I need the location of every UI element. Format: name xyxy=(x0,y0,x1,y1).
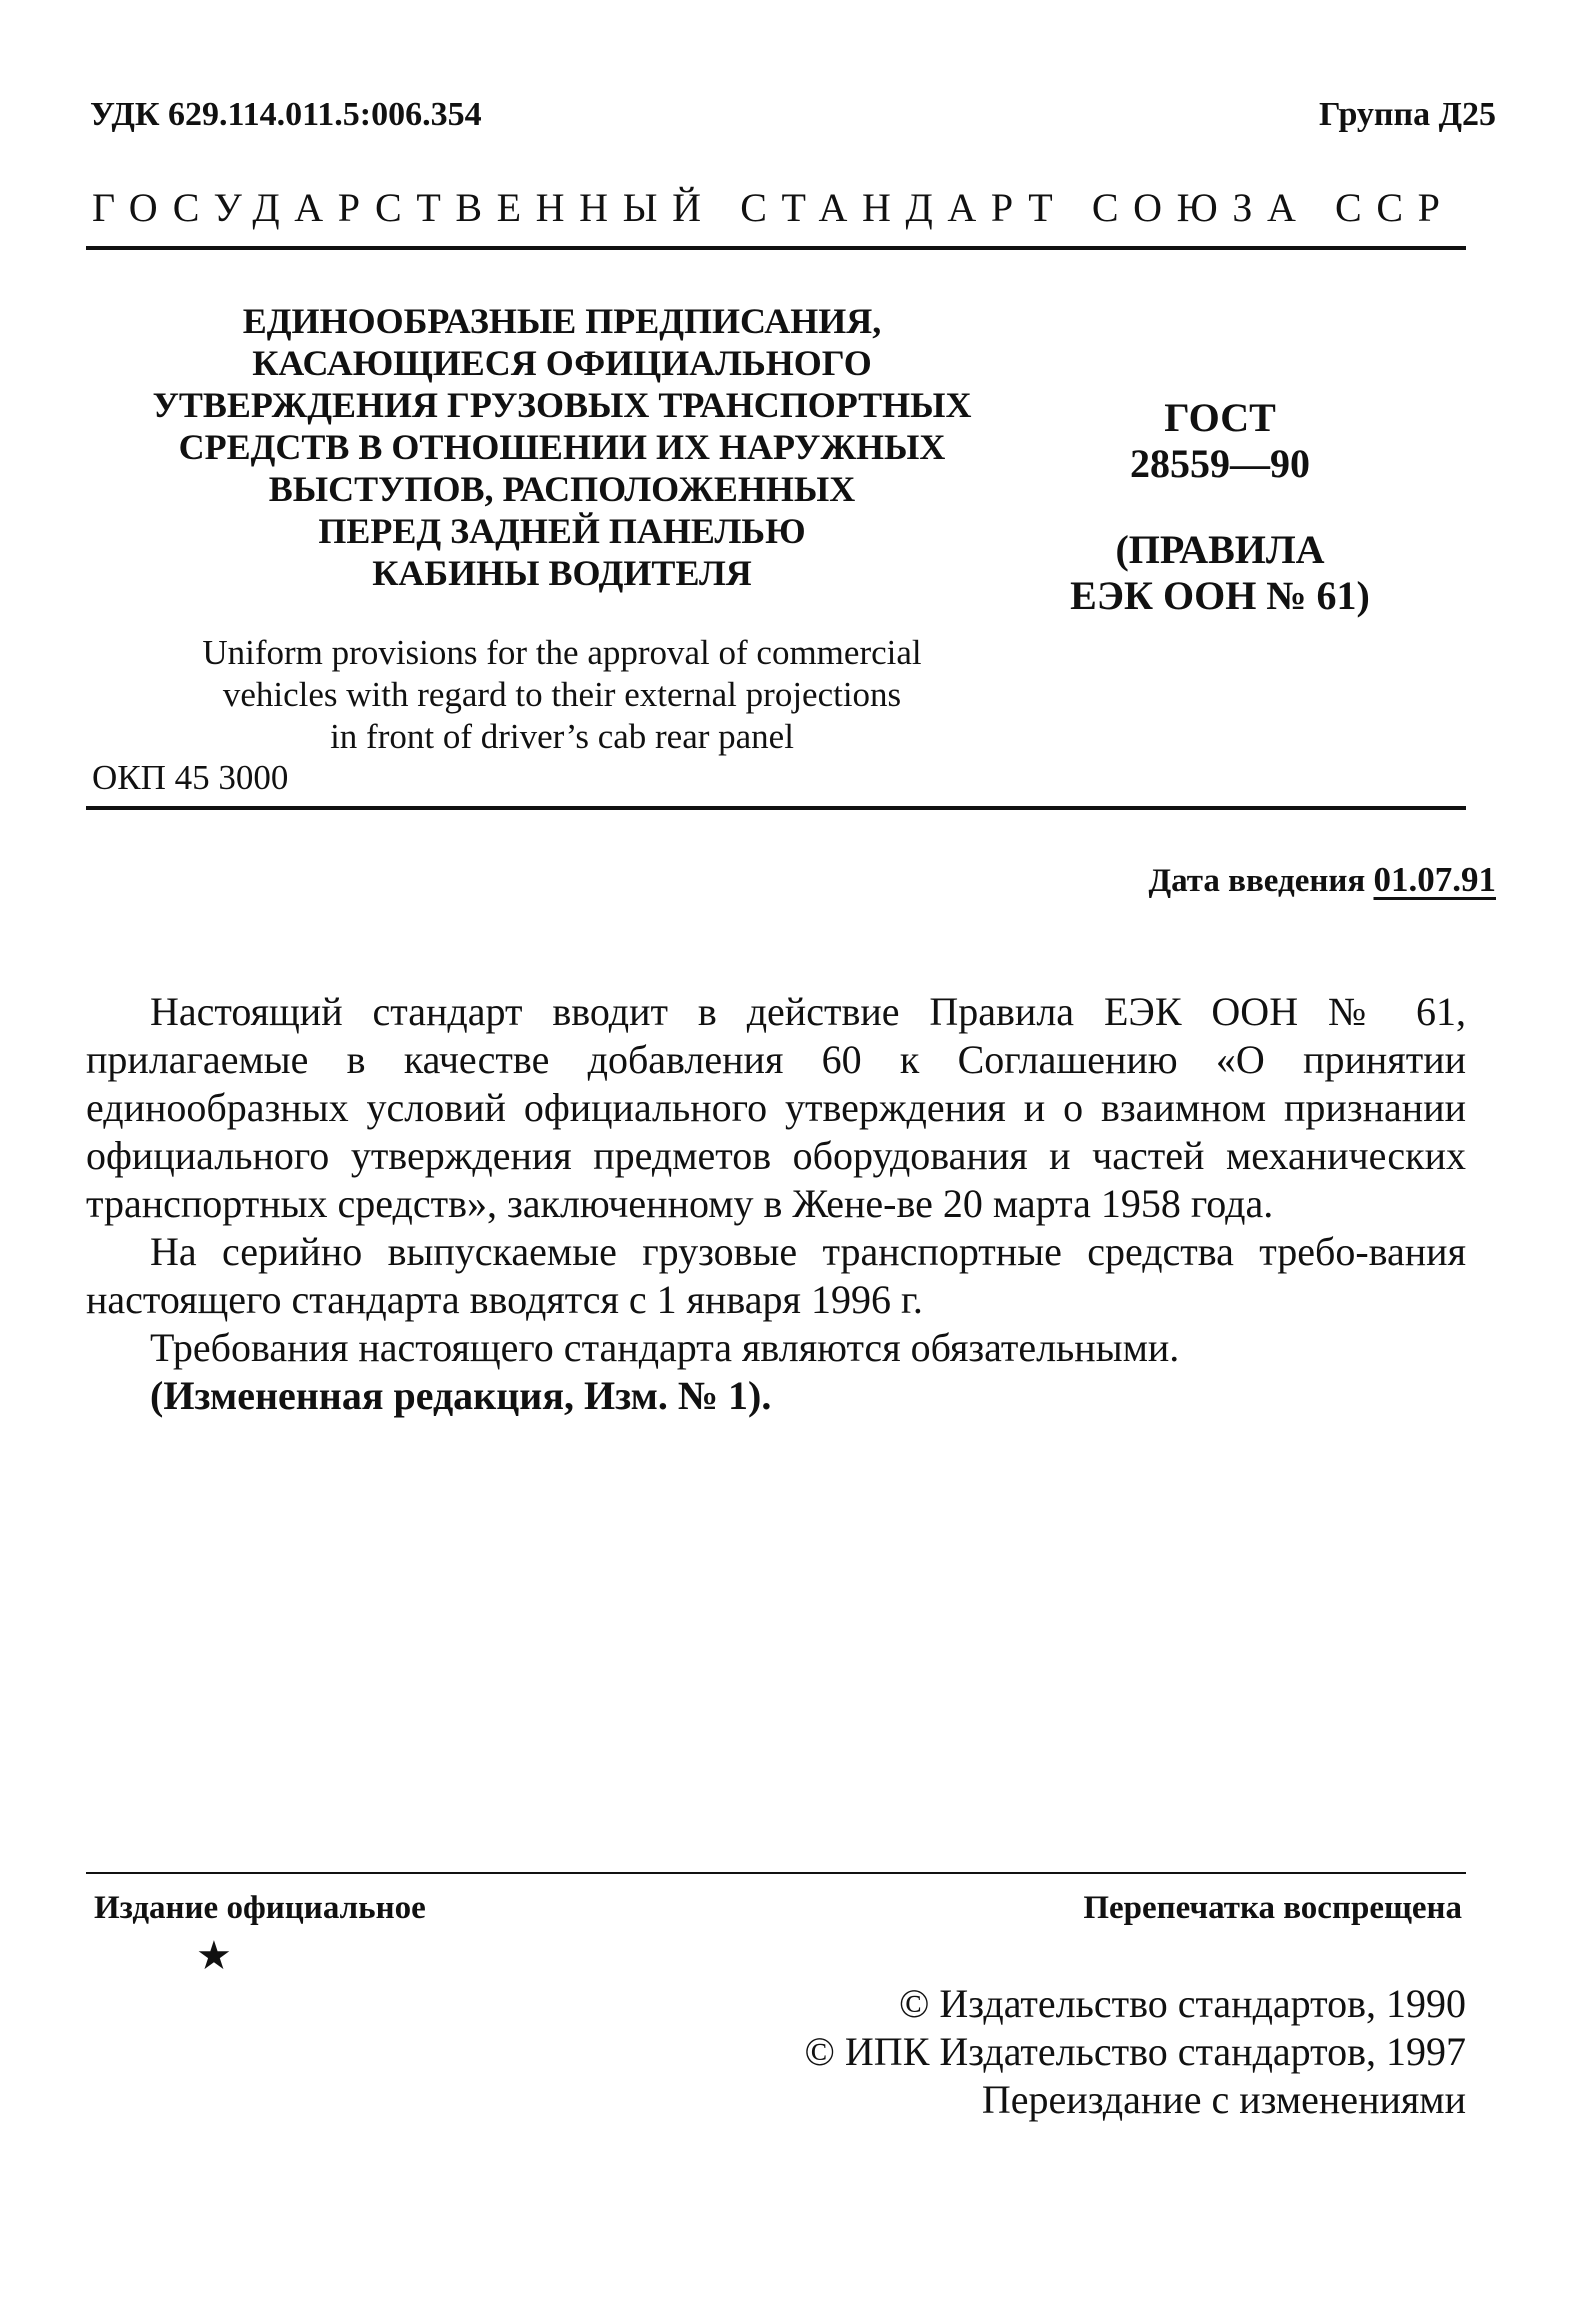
copyright-line: © Издательство стандартов, 1990 xyxy=(898,1981,1466,2026)
title-line: ЕДИНООБРАЗНЫЕ ПРЕДПИСАНИЯ, xyxy=(242,301,882,341)
middle-divider xyxy=(86,806,1466,810)
title-line: ВЫСТУПОВ, РАСПОЛОЖЕННЫХ xyxy=(268,469,856,509)
bottom-divider xyxy=(86,1872,1466,1874)
introduction-date-label: Дата введения xyxy=(1148,863,1366,899)
gost-label: ГОСТ xyxy=(1164,395,1276,440)
english-title-line: vehicles with regard to their external projections xyxy=(222,675,902,714)
title-line: СРЕДСТВ В ОТНОШЕНИИ ИХ НАРУЖНЫХ xyxy=(178,427,946,467)
introduction-date xyxy=(1148,860,1496,900)
group-code: Группа Д25 xyxy=(1318,96,1496,133)
star-icon: ★ xyxy=(196,1933,232,1978)
copyright-line: Переиздание с изменениями xyxy=(981,2077,1466,2122)
amendment-note: (Измененная редакция, Изм. № 1). xyxy=(150,1373,772,1418)
paragraph: Настоящий стандарт вводит в действие Правила ЕЭК ООН № 61, прилагаемые в качестве добавления 60 к Соглашению «О принятии единообразных условий официального утверждения и о взаимном признании официального утверждения предметов оборудования и частей механических транспортных средств», заключенному в Жене-ве 20 марта 1958 года. xyxy=(86,989,1466,1226)
english-title-line: Uniform provisions for the approval of commercial xyxy=(202,633,922,672)
reprint-prohibited-label: Перепечатка воспрещена xyxy=(1083,1890,1462,1926)
gost-designation xyxy=(1040,395,1400,619)
title-line: УТВЕРЖДЕНИЯ ГРУЗОВЫХ ТРАНСПОРТНЫХ xyxy=(152,385,972,425)
english-title-line: in front of driver’s cab rear panel xyxy=(330,717,794,756)
english-title xyxy=(92,632,1032,758)
top-divider xyxy=(86,246,1466,250)
udk-code: УДК 629.114.011.5:006.354 xyxy=(90,96,482,133)
rules-line-2: ЕЭК ООН № 61) xyxy=(1070,573,1370,618)
document-title xyxy=(92,300,1032,594)
paragraph: На серийно выпускаемые грузовые транспортные средства требо-вания настоящего стандарта вводятся с 1 января 1996 г. xyxy=(86,1229,1466,1322)
rules-line-1: (ПРАВИЛА xyxy=(1115,527,1325,572)
title-line: ПЕРЕД ЗАДНЕЙ ПАНЕЛЬЮ xyxy=(318,511,806,551)
introduction-date-value: 01.07.91 xyxy=(1373,860,1496,899)
copyright-line: © ИПК Издательство стандартов, 1997 xyxy=(804,2029,1466,2074)
gost-number: 28559—90 xyxy=(1130,441,1310,486)
title-line: КАБИНЫ ВОДИТЕЛЯ xyxy=(372,553,752,593)
title-line: КАСАЮЩИЕСЯ ОФИЦИАЛЬНОГО xyxy=(252,343,872,383)
official-edition-label: Издание официальное xyxy=(94,1890,426,1926)
state-standard-heading: ГОСУДАРСТВЕННЫЙ СТАНДАРТ СОЮЗА ССР xyxy=(92,185,1455,230)
okp-code: ОКП 45 3000 xyxy=(92,758,289,797)
body-text xyxy=(86,988,1466,1420)
copyright-block xyxy=(566,1980,1466,2124)
paragraph: Требования настоящего стандарта являются обязательными. xyxy=(150,1325,1180,1370)
